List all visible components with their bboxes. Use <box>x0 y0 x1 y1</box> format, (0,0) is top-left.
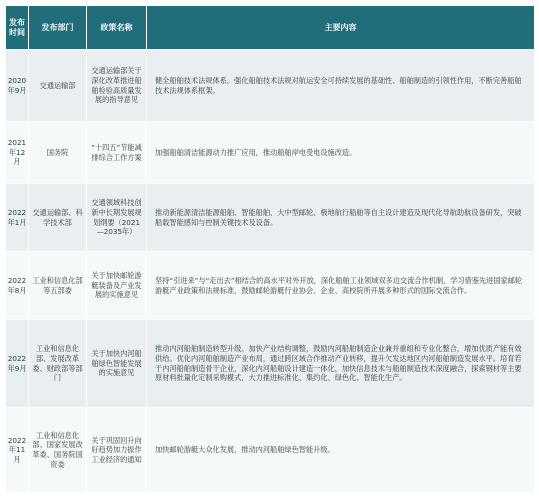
cell-time: 2022年11月 <box>6 408 29 493</box>
policy-table-container <box>5 5 534 492</box>
table-row <box>6 50 535 122</box>
cell-dept: 工业和信息化部等五部委 <box>29 252 87 320</box>
cell-policy: 关于巩固回升向好趋势加力振作工业经济的通知 <box>87 408 147 493</box>
cell-dept: 交通运输部、科学技术部 <box>29 184 87 252</box>
table-row <box>6 320 535 408</box>
cell-time: 2022年9月 <box>6 320 29 408</box>
cell-policy: 关于加快内河船舶绿色智能发展的实施意见 <box>87 320 147 408</box>
cell-dept: 国务院 <box>29 122 87 184</box>
table-header-row <box>6 6 535 50</box>
cell-time: 2022年8月 <box>6 252 29 320</box>
cell-time: 2022年1月 <box>6 184 29 252</box>
header-content: 主要内容 <box>147 6 535 50</box>
cell-dept: 工业和信息化部、发展改革委、财政部等部门 <box>29 320 87 408</box>
cell-content: 加强船舶清洁能源动力推广应用，推动船舶岸电受电设施改造。 <box>147 122 535 184</box>
header-time: 发布时间 <box>6 6 29 50</box>
cell-dept: 工业和信息化部、国家发展改革委、国务院国资委 <box>29 408 87 493</box>
cell-time: 2021年12月 <box>6 122 29 184</box>
cell-time: 2020年9月 <box>6 50 29 122</box>
cell-policy: 交通领域科技创新中长期发展规划纲要（2021—2035年） <box>87 184 147 252</box>
policy-table <box>5 5 535 493</box>
cell-dept: 交通运输部 <box>29 50 87 122</box>
table-row <box>6 408 535 493</box>
cell-policy: 关于加快邮轮游艇装备及产业发展的实施意见 <box>87 252 147 320</box>
cell-content: 健全船舶技术法规体系。强化船舶技术法规对航运安全可持续发展的基础性、船舶制造的引领性作用，不断完善船舶技术法规体系框架。 <box>147 50 535 122</box>
table-row <box>6 184 535 252</box>
cell-content: 推动内河船舶制造转型升级。加快产业结构调整，鼓励内河船舶制造企业兼并重组和专业化整合，增加优质产能有效供给。优化内河船舶制造产业布局，通过跨区域合作推动产业转移，提升欠发达地区内河船舶制造发展水平。培育若干内河船舶制造骨干企业，深化内河船舶设计建造一体化，加快信息技术与船舶制造技术深度融合，探索钢材等主要原材料批量化定制采购模式，大力推进标准化、集约化、绿色化、智能化生产。 <box>147 320 535 408</box>
cell-content: 推动新能源清洁能源船舶、智能船舶、大中型邮轮、极地航行船舶等自主设计建造及现代化导航助航设备研发，突破船载智能感知与控制关键技术及设备。 <box>147 184 535 252</box>
cell-policy: 交通运输部关于深化改革推进船舶检验高质量发展的指导意见 <box>87 50 147 122</box>
header-dept: 发布部门 <box>29 6 87 50</box>
table-row <box>6 252 535 320</box>
cell-policy: “十四五”节能减排综合工作方案 <box>87 122 147 184</box>
cell-content: 坚持“引进来”与“走出去”相结合的高水平对外开放，深化船舶工业领域双多边交流合作机制，学习借鉴先进国家邮轮游艇产业政策和法规标准，鼓励邮轮游艇行业协会、企业、高校院所开展多种形式的国际交流合作。 <box>147 252 535 320</box>
header-policy: 政策名称 <box>87 6 147 50</box>
cell-content: 加快邮轮游艇大众化发展，推动内河船舶绿色智能升级。 <box>147 408 535 493</box>
table-row <box>6 122 535 184</box>
